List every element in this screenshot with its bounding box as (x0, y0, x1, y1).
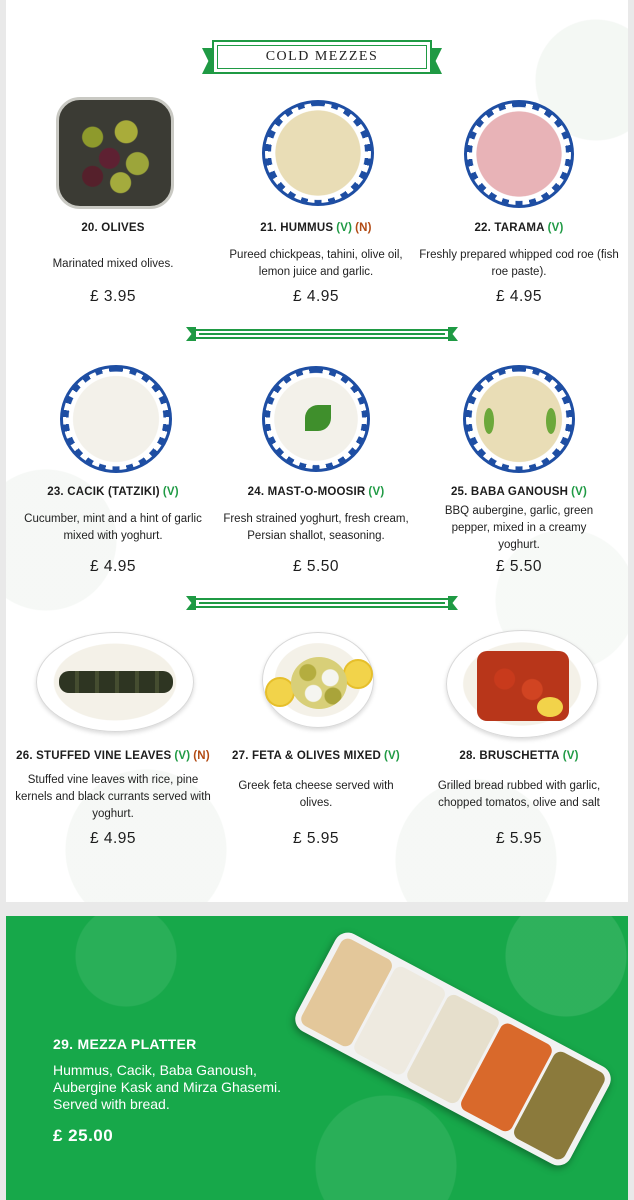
platter-description: Hummus, Cacik, Baba Ganoush, Aubergine Kask and Mirza Ghasemi. Served with bread. (53, 1062, 281, 1112)
mint-garnish-icon (305, 405, 331, 431)
olives-dish-image (56, 97, 174, 209)
divider-right-chevron (448, 327, 458, 341)
vegetarian-tag: (V) (384, 750, 400, 762)
mezza-platter-promo (6, 916, 628, 1200)
item-name: 25. BABA GANOUSH (450, 486, 569, 498)
menu-item-23 (12, 486, 214, 581)
vegetarian-tag: (V) (368, 486, 385, 498)
item-price: £ 5.50 (292, 558, 340, 575)
item-description: Fresh strained yoghurt, fresh cream, Persian shallot, seasoning. (223, 513, 409, 542)
lemon-slice-icon (343, 659, 373, 689)
item-name: 21. HUMMUS (260, 222, 334, 234)
divider-bar (194, 598, 450, 608)
vegetarian-tag: (V) (336, 222, 353, 234)
item-name: 26. STUFFED VINE LEAVES (16, 750, 172, 762)
item-name: 23. CACIK (TATZIKI) (47, 486, 160, 498)
menu-item-26 (12, 750, 214, 850)
item-name: 24. MAST-O-MOOSIR (247, 486, 366, 498)
cucumber-garnish-icon (546, 408, 556, 434)
vegetarian-tag: (V) (162, 486, 179, 498)
divider-bar (194, 329, 450, 339)
menu-item-22 (418, 222, 620, 312)
menu-item-27 (215, 750, 417, 850)
olives-feta-icon (291, 657, 347, 709)
item-description: Pureed chickpeas, tahini, olive oil, lemon juice and garlic. (229, 249, 403, 278)
item-price: £ 4.95 (292, 288, 340, 305)
item-price: £ 4.95 (89, 830, 137, 847)
cacik-dish-image (60, 365, 172, 473)
item-price: £ 5.95 (495, 830, 543, 847)
section-title: COLD MEZZES (265, 49, 379, 64)
platter-title: 29. MEZZA PLATTER (53, 1036, 197, 1052)
item-description: Greek feta cheese served with olives. (238, 780, 394, 809)
item-price: £ 5.50 (495, 558, 543, 575)
menu-item-21 (215, 222, 417, 312)
baba-ganoush-dish-image (463, 365, 575, 473)
item-name: 20. OLIVES (81, 222, 145, 234)
cucumber-garnish-icon (484, 408, 494, 434)
item-description: Grilled bread rubbed with garlic, chopped tomatos, olive and salt (437, 780, 601, 809)
item-price: £ 4.95 (495, 288, 543, 305)
menu-item-24 (215, 486, 417, 581)
mezza-platter-image (290, 928, 615, 1171)
hummus-dish-image (262, 100, 374, 206)
item-description: Marinated mixed olives. (52, 258, 174, 270)
feta-olives-dish-image (262, 632, 374, 728)
divider-right-chevron (448, 596, 458, 610)
tarama-dish-image (464, 100, 574, 208)
platter-price: £ 25.00 (53, 1126, 114, 1145)
item-description: Stuffed vine leaves with rice, pine kernels and black currants served with yoghurt. (15, 774, 211, 820)
item-price: £ 4.95 (89, 558, 137, 575)
vegetarian-tag: (V) (562, 750, 579, 762)
item-name: 22. TARAMA (474, 222, 545, 234)
item-name: 28. BRUSCHETTA (459, 750, 560, 762)
stuffed-vine-leaves-dish-image (36, 632, 194, 732)
bruschetta-dish-image (446, 630, 598, 738)
banner-box (212, 40, 432, 74)
dolma-row-icon (59, 671, 173, 693)
item-description: Freshly prepared whipped cod roe (fish roe paste). (419, 249, 619, 278)
menu-item-25 (418, 486, 620, 581)
item-description: Cucumber, mint and a hint of garlic mixed with yoghurt. (24, 513, 202, 542)
vegetarian-tag: (V) (547, 222, 564, 234)
item-description: BBQ aubergine, garlic, green pepper, mixed in a creamy yoghurt. (444, 505, 594, 551)
lemon-wedge-icon (537, 697, 563, 717)
nuts-tag: (N) (355, 222, 372, 234)
item-price: £ 3.95 (89, 288, 137, 305)
section-divider (186, 327, 458, 341)
item-name: 27. FETA & OLIVES MIXED (232, 750, 382, 762)
section-divider (186, 596, 458, 610)
menu-page (6, 0, 628, 902)
item-price: £ 5.95 (292, 830, 340, 847)
menu-item-20 (12, 222, 214, 312)
nuts-tag: (N) (193, 750, 210, 762)
menu-item-28 (418, 750, 620, 850)
vegetarian-tag: (V) (571, 486, 588, 498)
vegetarian-tag: (V) (174, 750, 191, 762)
mast-o-moosir-dish-image (262, 366, 370, 472)
section-title-banner (202, 40, 442, 76)
